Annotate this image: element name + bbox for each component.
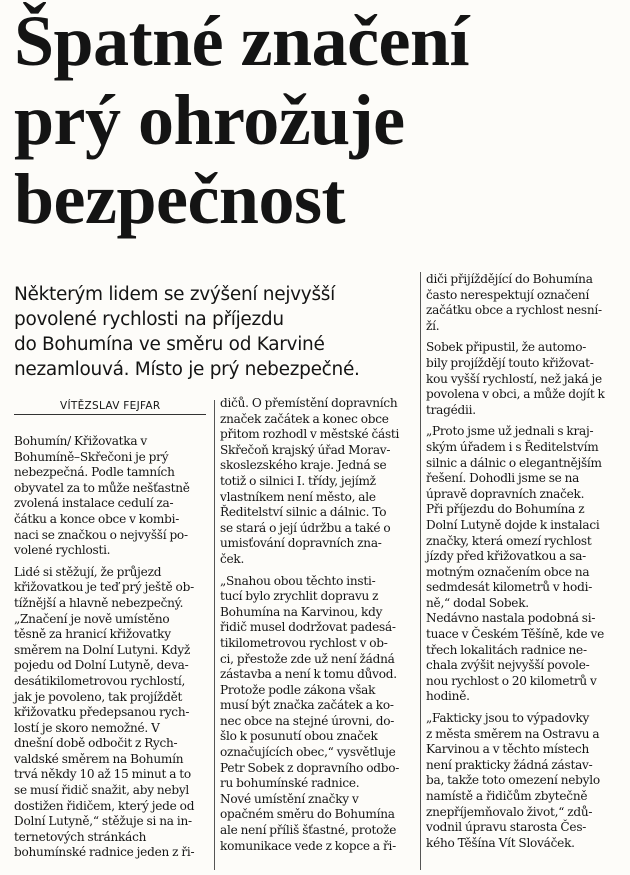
- text-line: naci se značkou o nejvyšší po-: [14, 527, 188, 542]
- text-line: není prakticky žádná zástav-: [426, 757, 593, 772]
- text-line: desátikilometrovou rychlostí,: [14, 673, 186, 688]
- text-line: vodnil úpravu starosta Čes-: [426, 820, 587, 835]
- text-line: tikilometrovou rychlost v ob-: [220, 635, 388, 650]
- text-line: ale není příliš šťastné, protože: [220, 823, 397, 838]
- text-line: namístě a řidičům zbytečně: [426, 789, 588, 803]
- text-line: Nedávno nastala podobná si-: [426, 611, 596, 626]
- text-line: třech lokalitách radnice ne-: [426, 642, 587, 657]
- column-divider: [420, 272, 421, 870]
- text-line: Dolní Lutyně dojde k instalaci: [426, 517, 600, 532]
- text-line: těsně za hranicí křižovatky: [14, 627, 171, 642]
- text-line: z města směrem na Ostravu a: [426, 726, 600, 741]
- text-line: šlo k posunutí obou značek: [220, 729, 378, 744]
- text-line: bohumínské radnice jeden z ři-: [14, 845, 195, 860]
- author-byline: VÍTĚZSLAV FEJFAR: [60, 400, 161, 412]
- text-line: silnic a dálnic o elegantnějším: [426, 455, 602, 470]
- text-line: často nerespektují označení: [426, 287, 590, 302]
- article-column-3: [426, 272, 622, 851]
- text-line: Lidé si stěžují, že průjezd: [14, 564, 162, 579]
- text-line: Sobek připustil, že automo-: [426, 340, 587, 355]
- text-line: skoslezského kraje. Jedná se: [220, 458, 387, 473]
- text-line: totiž o silnici I. třídy, jejímž: [220, 473, 376, 488]
- lead-line: povolené rychlosti na příjezdu: [14, 309, 284, 330]
- text-line: kého Těšína Vít Slováček.: [426, 835, 575, 850]
- article-column-2: [220, 396, 416, 854]
- text-line: obyvatel za to může nešťastně: [14, 480, 190, 495]
- lead-line: Některým lidem se zvýšení nejvyšší: [14, 284, 335, 305]
- text-line: řešení. Dohodli jsme se na: [426, 471, 580, 486]
- text-line: značky, která omezí rychlost: [426, 533, 592, 548]
- text-line: se stará o její údržbu a také o: [220, 520, 391, 535]
- text-line: nou rychlost o 20 kilometrů v: [426, 673, 597, 688]
- lead-line: do Bohumína ve směru od Karviné: [14, 334, 325, 355]
- text-line: chala zvýšit nejvyšší povole-: [426, 658, 590, 673]
- text-line: umisťování dopravních zna-: [220, 536, 382, 551]
- text-line: trvá někdy 10 až 15 minut a to: [14, 767, 191, 782]
- text-line: „Proto jsme už jednali s kraj-: [426, 424, 594, 439]
- text-line: opačném směru do Bohumína: [220, 807, 395, 822]
- text-line: kou vyšší rychlostí, než jaká je: [426, 371, 602, 386]
- text-line: ží.: [426, 318, 440, 333]
- headline-line: prý ohrožuje: [14, 80, 405, 160]
- text-line: Při příjezdu do Bohumína z: [426, 502, 585, 517]
- text-line: hodině.: [426, 689, 470, 704]
- text-line: sedmdesát kilometrů v hodi-: [426, 580, 593, 595]
- text-line: musí být značka začátek a ko-: [220, 698, 394, 713]
- text-line: ru bohumínské radnice.: [220, 776, 360, 791]
- text-line: bily projíždějí touto křižovat-: [426, 355, 594, 370]
- byline-divider: [14, 414, 206, 415]
- text-line: „Snahou obou těchto insti-: [220, 573, 376, 588]
- article-column-1: [14, 434, 210, 861]
- text-line: Dolní Lutyně,“ stěžuje si na in-: [14, 814, 192, 829]
- text-line: „Značení je nově umístěno: [14, 611, 170, 626]
- text-line: tragédii.: [426, 402, 476, 417]
- text-line: čátku a konce obce v kombi-: [14, 511, 180, 526]
- column-divider: [214, 400, 215, 870]
- text-line: jak je povoleno, tak projíždět: [14, 689, 183, 704]
- lead-line: nezamlouvá. Místo je prý nebezpečné.: [14, 359, 360, 380]
- text-line: komunikace vede z kopce a ři-: [220, 838, 396, 853]
- text-line: volené rychlosti.: [14, 543, 111, 558]
- text-line: „Fakticky jsou to výpadovky: [426, 711, 590, 726]
- text-line: valdské směrem na Bohumín: [14, 751, 184, 766]
- text-line: Bohumín/ Křižovatka v: [14, 434, 147, 448]
- text-line: dostižen řidičem, který jede od: [14, 798, 195, 813]
- text-line: ci, přestože zde už není žádná: [220, 651, 395, 666]
- text-line: znepříjemňovalo život,“ zdů-: [426, 804, 593, 819]
- text-line: křižovatku předepsanou rych-: [14, 705, 190, 720]
- text-line: ček.: [220, 551, 245, 566]
- text-line: se musí řidič snažit, aby nebyl: [14, 783, 190, 798]
- text-line: povolena v obci, a může dojít k: [426, 387, 605, 402]
- text-line: zvolená instalace cedulí za-: [14, 496, 174, 511]
- text-line: tuace v Českém Těšíně, kde ve: [426, 627, 605, 642]
- headline-line: bezpečnost: [14, 159, 345, 239]
- text-line: Skřečoň krajský úřad Morav-: [220, 442, 391, 457]
- text-line: Protože podle zákona však: [220, 682, 376, 697]
- text-line: přitom rozhodl v městské části: [220, 427, 400, 442]
- text-line: řidič musel dodržovat padesá-: [220, 620, 396, 635]
- text-line: křižovatkou je teď prý ještě ob-: [14, 580, 194, 595]
- text-line: úpravě dopravních značek.: [426, 486, 585, 501]
- text-line: značek začátek a konec obce: [220, 411, 389, 426]
- text-line: pojedu od Dolní Lutyně, deva-: [14, 658, 189, 673]
- text-line: diči přijíždějící do Bohumína: [426, 272, 593, 286]
- text-line: Nové umístění značky v: [220, 791, 359, 806]
- text-line: Bohumína na Karvinou, kdy: [220, 604, 383, 619]
- text-line: tížnější a hlavně nebezpečný.: [14, 595, 184, 610]
- text-line: začátku obce a rychlost nesní-: [426, 303, 602, 318]
- text-line: lostí je skoro nemožné. V: [14, 720, 160, 735]
- text-line: ským úřadem i s Ředitelstvím: [426, 439, 599, 454]
- text-line: motným označením obce na: [426, 564, 590, 579]
- text-line: jízdy před křižovatkou a sa-: [426, 549, 587, 564]
- text-line: Karvinou a v těchto místech: [426, 742, 590, 757]
- text-line: označujících obec,“ vysvětluje: [220, 745, 396, 760]
- text-line: vlastníkem není město, ale: [220, 489, 376, 504]
- text-line: tucí bylo zrychlit dopravu z: [220, 589, 379, 604]
- text-line: Bohumíně–Skřečoni je prý: [14, 449, 169, 464]
- text-line: Petr Sobek z dopravního odbo-: [220, 760, 400, 775]
- text-line: dičů. O přemístění dopravních: [220, 396, 398, 410]
- text-line: nebezpečná. Podle tamních: [14, 465, 175, 480]
- text-line: ternetových stránkách: [14, 829, 147, 844]
- text-line: ba, takže toto omezení nebylo: [426, 773, 600, 788]
- text-line: nec obce na stejné úrovni, do-: [220, 713, 395, 728]
- text-line: směrem na Dolní Lutyni. Když: [14, 642, 191, 657]
- text-line: Ředitelství silnic a dálnic. To: [220, 505, 387, 520]
- text-line: dnešní době odbočit z Rych-: [14, 736, 178, 751]
- article-lead: [14, 282, 414, 382]
- text-line: zástavba a není k tomu důvod.: [220, 667, 397, 682]
- text-line: ně,“ dodal Sobek.: [426, 595, 529, 610]
- headline-line: Špatné značení: [14, 1, 470, 81]
- article-headline: [14, 2, 624, 239]
